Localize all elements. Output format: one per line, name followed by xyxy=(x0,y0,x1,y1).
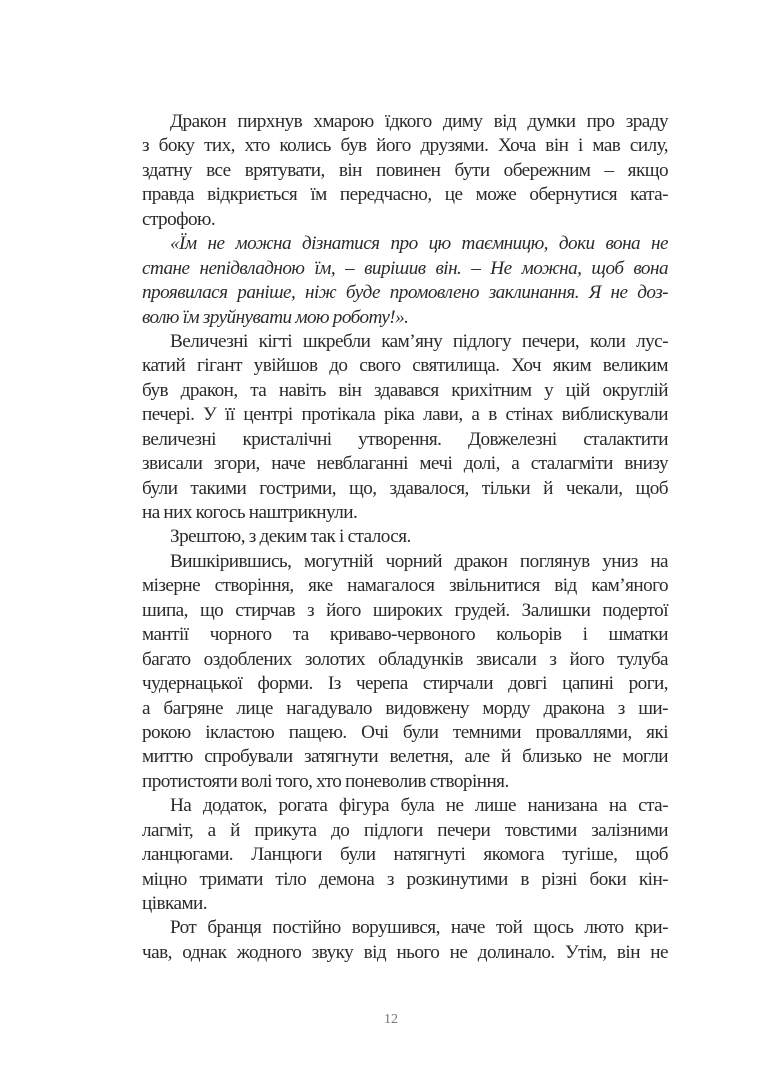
text-line: Величезні кігті шкребли кам’яну підлогу печери, коли лус- xyxy=(170,330,668,352)
text-line: Дракон пирхнув хмарою їдкого диму від думки про зраду xyxy=(170,111,668,132)
text-line: мантії чорного та криваво-червоного кольорів і шматки xyxy=(142,624,668,646)
text-line: багато оздоблених золотих обладунків звисали з його тулуба xyxy=(142,648,668,670)
text-line: На додаток, рогата фігура була не лише нанизана на ста- xyxy=(170,795,668,817)
italic-text-line: волю їм зруйнувати мою роботу!». xyxy=(142,306,409,328)
text-line: правда відкриється їм передчасно, це може обернутися ката- xyxy=(142,184,668,206)
text-line: на них когось наштрикнули. xyxy=(142,502,358,523)
text-line: з боку тих, хто колись був його друзями. Хоча він і мав силу, xyxy=(142,135,668,157)
text-line: миттю спробували затягнути велетня, але й близько не могли xyxy=(142,746,668,768)
text-line: шипа, що стирчав з його широких грудей. Залишки подертої xyxy=(142,599,668,621)
text-line: Зрештою, з деким так і сталося. xyxy=(170,526,411,548)
text-line: протистояти волі того, хто поневолив створіння. xyxy=(142,770,509,792)
text-line: печері. У її центрі протікала ріка лави, а в стінах виблискували xyxy=(142,404,668,426)
text-line: Вишкірившись, могутній чорний дракон поглянув униз на xyxy=(170,550,668,572)
text-line: були такими гострими, що, здавалося, тільки й чекали, щоб xyxy=(142,477,668,499)
italic-text-line: проявилася раніше, ніж буде промовлено заклинання. Я не доз- xyxy=(142,282,668,304)
text-line: строфою. xyxy=(142,208,216,230)
text-line: був дракон, та навіть він здавався крихітним у цій округлій xyxy=(142,379,668,401)
text-line: мізерне створіння, яке намагалося звільнитися від кам’яного xyxy=(142,575,668,597)
text-line: чудернацької форми. Із черепа стирчали довгі цапині роги, xyxy=(142,673,668,695)
text-line: міцно тримати тіло демона з розкинутими в різні боки кін- xyxy=(142,868,668,890)
italic-text-line: стане непідвладною їм, – вирішив він. – Не можна, щоб вона xyxy=(142,257,668,279)
text-line: цівками. xyxy=(142,893,208,914)
page-number: 12 xyxy=(384,1012,398,1027)
italic-text-line: «Їм не можна дізнатися про цю таємницю, доки вона не xyxy=(170,233,668,255)
text-line: ланцюгами. Ланцюги були натягнуті якомога тугіше, щоб xyxy=(142,844,668,866)
text-line: а багряне лице нагадувало видовжену морду дракона з ши- xyxy=(142,697,668,719)
text-line: лагміт, а й прикута до підлоги печери товстими залізними xyxy=(142,819,668,841)
text-line: чав, однак жодного звуку від нього не долинало. Утім, він не xyxy=(142,941,668,963)
body-text xyxy=(142,110,668,965)
text-line: величезні кристалічні утворення. Довжелезні сталактити xyxy=(142,428,668,450)
text-line: звисали згори, наче невблаганні мечі долі, а сталагміти внизу xyxy=(142,453,668,475)
text-line: рокою ікластою пащею. Очі були темними проваллями, які xyxy=(142,721,668,743)
text-line: здатну все врятувати, він повинен бути обережним – якщо xyxy=(142,159,668,181)
text-line: Рот бранця постійно ворушився, наче той щось люто кри- xyxy=(170,917,668,939)
text-line: катий гігант увійшов до свого святилища. Хоч яким великим xyxy=(142,355,668,377)
